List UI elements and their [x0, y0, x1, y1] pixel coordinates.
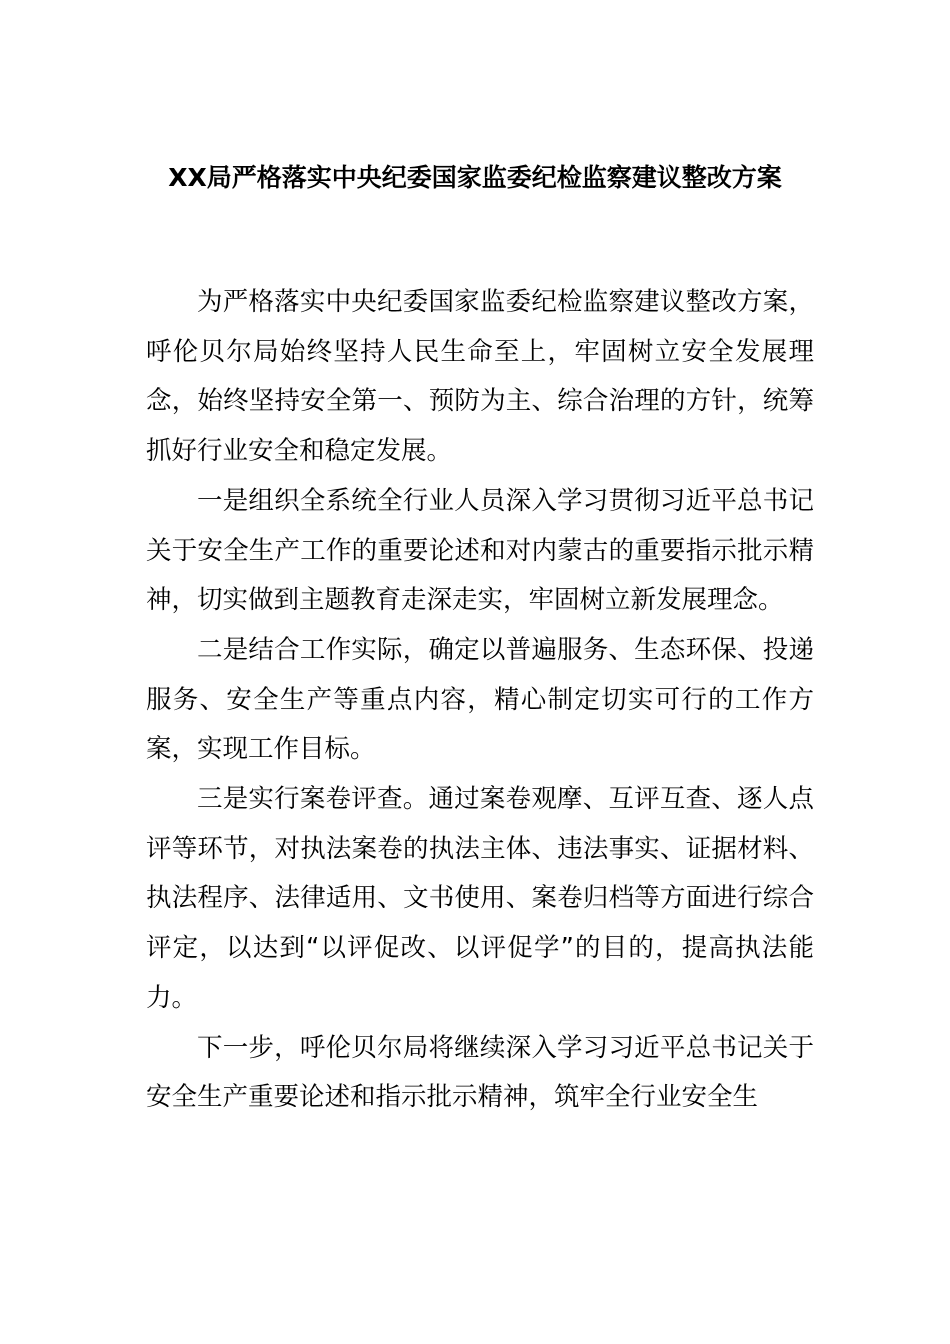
paragraph-intro: 为严格落实中央纪委国家监委纪检监察建议整改方案，呼伦贝尔局始终坚持人民生命至上，牢固树立安全发展理念，始终坚持安全第一、预防为主、综合治理的方针，统筹抓好行业安全和稳定发展。 — [146, 287, 814, 467]
document-body — [146, 278, 814, 1123]
paragraph-next-step: 下一步，呼伦贝尔局将继续深入学习习近平总书记关于安全生产重要论述和指示批示精神，筑牢全行业安全生 — [146, 1032, 814, 1113]
paragraph-item-two: 二是结合工作实际，确定以普遍服务、生态环保、投递服务、安全生产等重点内容，精心制定切实可行的工作方案，实现工作目标。 — [146, 634, 814, 765]
paragraph-item-one: 一是组织全系统全行业人员深入学习贯彻习近平总书记关于安全生产工作的重要论述和对内蒙古的重要指示批示精神，切实做到主题教育走深走实，牢固树立新发展理念。 — [146, 485, 814, 616]
document-title: XX局严格落实中央纪委国家监委纪检监察建议整改方案 — [168, 163, 782, 192]
paragraph-item-three: 三是实行案卷评查。通过案卷观摩、互评互查、逐人点评等环节，对执法案卷的执法主体、违法事实、证据材料、执法程序、法律适用、文书使用、案卷归档等方面进行综合评定，以达到“以评促改、以评促学”的目的，提高执法能力。 — [146, 784, 814, 1013]
